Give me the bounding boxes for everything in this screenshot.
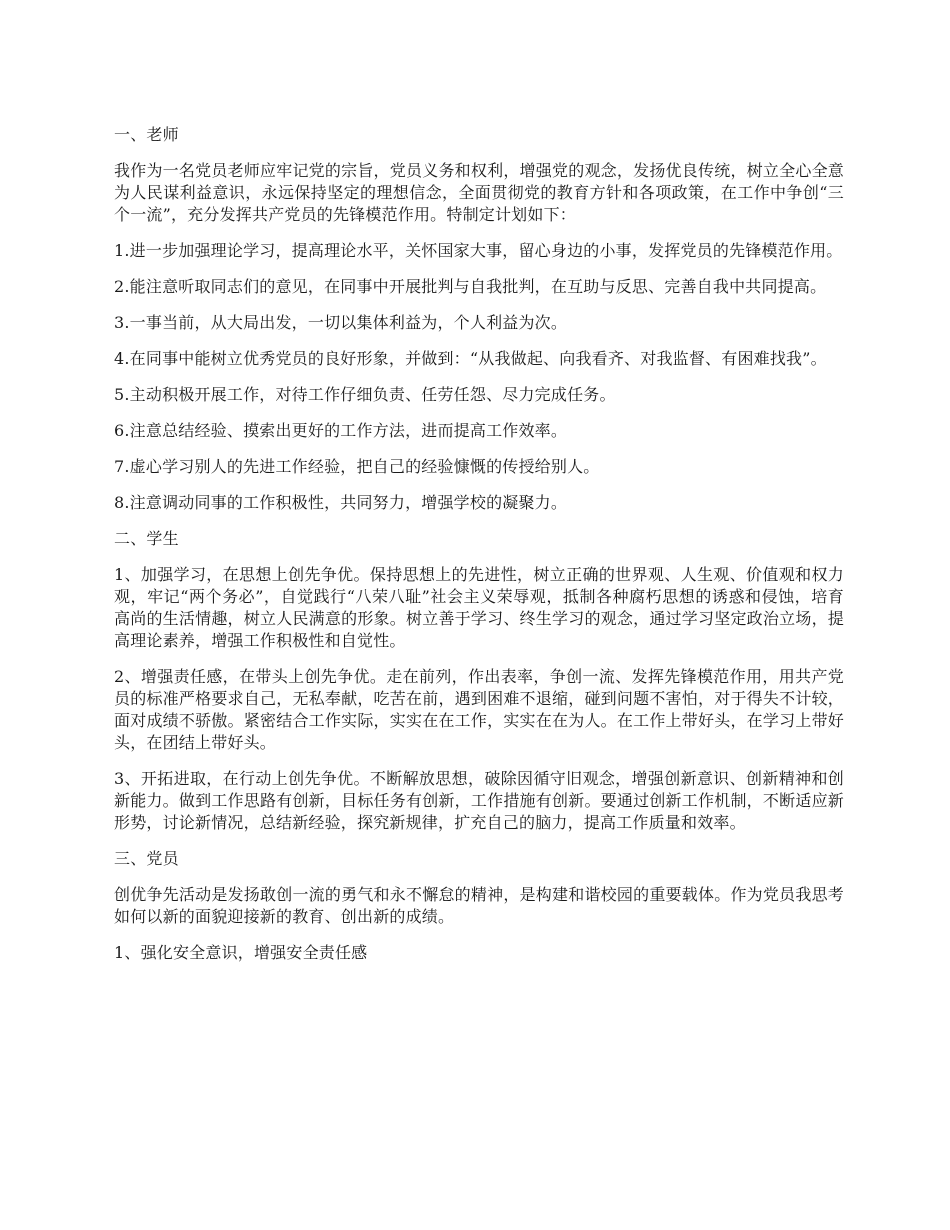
- document-body: [114, 124, 844, 978]
- paragraph: 3、开拓进取，在行动上创先争优。不断解放思想，破除因循守旧观念，增强创新意识、创新精神和创新能力。做到工作思路有创新，目标任务有创新，工作措施有创新。要通过创新工作机制，不断适应新形势，讨论新情况，总结新经验，探究新规律，扩充自己的脑力，提高工作质量和效率。: [114, 769, 844, 832]
- paragraph: 我作为一名党员老师应牢记党的宗旨，党员义务和权利，增强党的观念，发扬优良传统，树立全心全意为人民谋利益意识，永远保持坚定的理想信念，全面贯彻党的教育方针和各项政策，在工作中争创“三个一流”，充分发挥共产党员的先锋模范作用。特制定计划如下：: [114, 161, 844, 224]
- paragraph: 1、加强学习，在思想上创先争优。保持思想上的先进性，树立正确的世界观、人生观、价值观和权力观，牢记“两个务必”，自觉践行“八荣八耻”社会主义荣辱观，抵制各种腐朽思想的诱惑和侵蚀，培育高尚的生活情趣，树立人民满意的形象。树立善于学习、终生学习的观念，通过学习坚定政治立场，提高理论素养，增强工作积极性和自觉性。: [114, 565, 844, 650]
- list-item: 5.主动积极开展工作，对待工作仔细负责、任劳任怨、尽力完成任务。: [114, 385, 616, 404]
- list-item: 8.注意调动同事的工作积极性，共同努力，增强学校的凝聚力。: [114, 493, 568, 512]
- section-heading-party-member: 三、党员: [114, 849, 179, 868]
- paragraph: 1、强化安全意识，增强安全责任感: [114, 943, 368, 962]
- list-item: 3.一事当前，从大局出发，一切以集体利益为，个人利益为次。: [114, 313, 568, 332]
- list-item: 4.在同事中能树立优秀党员的良好形象，并做到：“从我做起、向我看齐、对我监督、有困难找我”。: [114, 349, 827, 368]
- paragraph: 创优争先活动是发扬敢创一流的勇气和永不懈怠的精神，是构建和谐校园的重要载体。作为党员我思考如何以新的面貌迎接新的教育、创出新的成绩。: [114, 885, 844, 926]
- list-item: 6.注意总结经验、摸索出更好的工作方法，进而提高工作效率。: [114, 421, 568, 440]
- section-heading-teacher: 一、老师: [114, 125, 179, 144]
- paragraph: 2、增强责任感，在带头上创先争优。走在前列，作出表率，争创一流、发挥先锋模范作用，用共产党员的标准严格要求自己，无私奉献，吃苦在前，遇到困难不退缩，碰到问题不害怕，对于得失不计较，面对成绩不骄傲。紧密结合工作实际，实实在在工作，实实在在为人。在工作上带好头，在学习上带好头，在团结上带好头。: [114, 667, 844, 752]
- list-item: 1.进一步加强理论学习，提高理论水平，关怀国家大事，留心身边的小事，发挥党员的先锋模范作用。: [114, 241, 843, 260]
- section-heading-student: 二、学生: [114, 529, 179, 548]
- list-item: 7.虚心学习别人的先进工作经验，把自己的经验慷慨的传授给别人。: [114, 457, 600, 476]
- list-item: 2.能注意听取同志们的意见，在同事中开展批判与自我批判，在互助与反思、完善自我中共同提高。: [114, 277, 827, 296]
